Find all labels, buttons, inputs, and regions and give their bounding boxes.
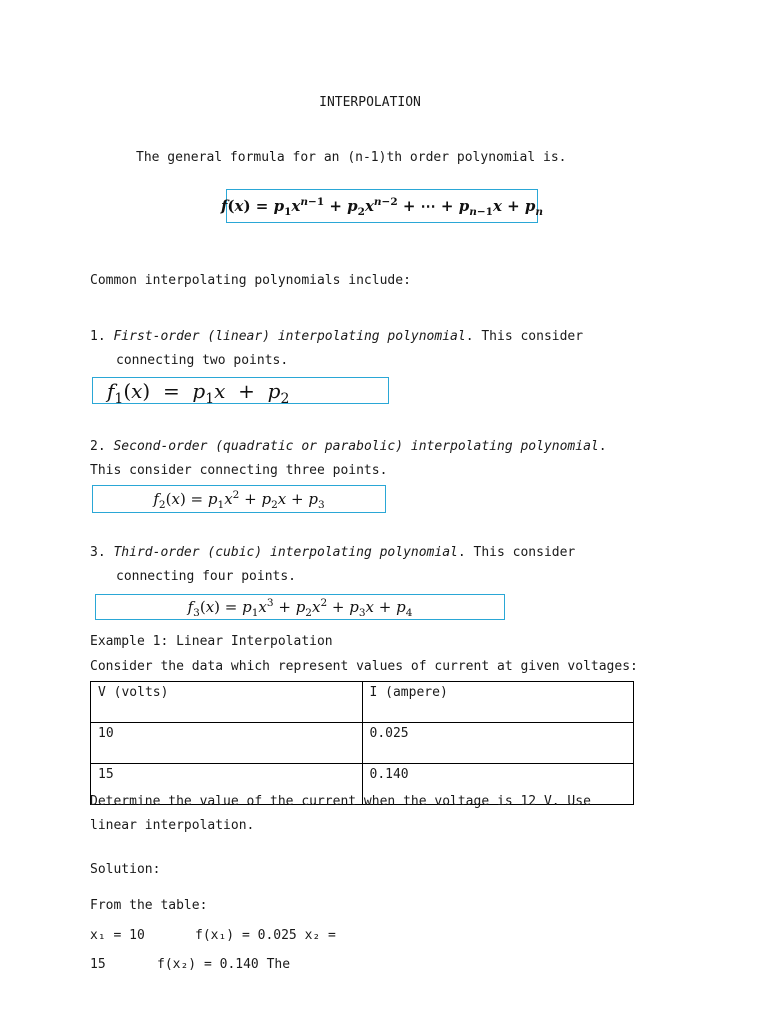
table-row [91,723,634,764]
x1-value: x₁ = 10 [90,928,145,943]
example-description: Consider the data which represent values of current at given voltages: [90,659,638,674]
table-cell: 0.140 [362,764,634,805]
list-item-1: 1. First-order (linear) interpolating polynomial. This consider [90,329,584,344]
linear-formula: $f_1(x) = p_1x + p_2$ [92,377,389,404]
common-text: Common interpolating polynomials include: [90,273,411,288]
table-cell: 0.025 [362,723,634,764]
data-table [90,681,634,805]
solution-label: Solution: [90,862,161,877]
fx2-value: f(x₂) = 0.140 The [157,957,291,972]
from-table-text: From the table: [90,898,208,913]
fx1-value: f(x₁) = 0.025 x₂ = [195,928,336,943]
x2-value: 15 [90,957,106,972]
example-title: Example 1: Linear Interpolation [90,634,333,649]
table-cell: 15 [91,764,363,805]
intro-text: The general formula for an (n-1)th order polynomial is. [136,150,567,165]
quadratic-formula: $f_2(x) = p_1x^2 + p_2x + p_3$ [92,485,386,513]
list-item-3: 3. Third-order (cubic) interpolating polynomial. This consider [90,545,576,560]
page-title: INTERPOLATION [319,95,421,110]
table-header-row [91,682,634,723]
list-item-2: 2. Second-order (quadratic or parabolic) interpolating polynomial. [90,439,607,454]
table-cell: 10 [91,723,363,764]
table-header-cell: I (ampere) [362,682,634,723]
list-item-1-line2: connecting two points. [116,353,289,368]
question-line-2: linear interpolation. [90,818,255,833]
table-header-cell: V (volts) [91,682,363,723]
list-item-3-line2: connecting four points. [116,569,297,584]
list-item-2-line2: This consider connecting three points. [90,463,388,478]
general-formula: $f(x) = p_1x^{n-1} + p_2x^{n-2}$ + ⋯ + $p_{n-1}x + p_n$ [226,189,538,223]
question-line-1: Determine the value of the current when the voltage is 12 V. Use [90,794,591,809]
cubic-formula: $f_3(x) = p_1x^3 + p_2x^2 + p_3x + p_4$ [95,594,505,620]
